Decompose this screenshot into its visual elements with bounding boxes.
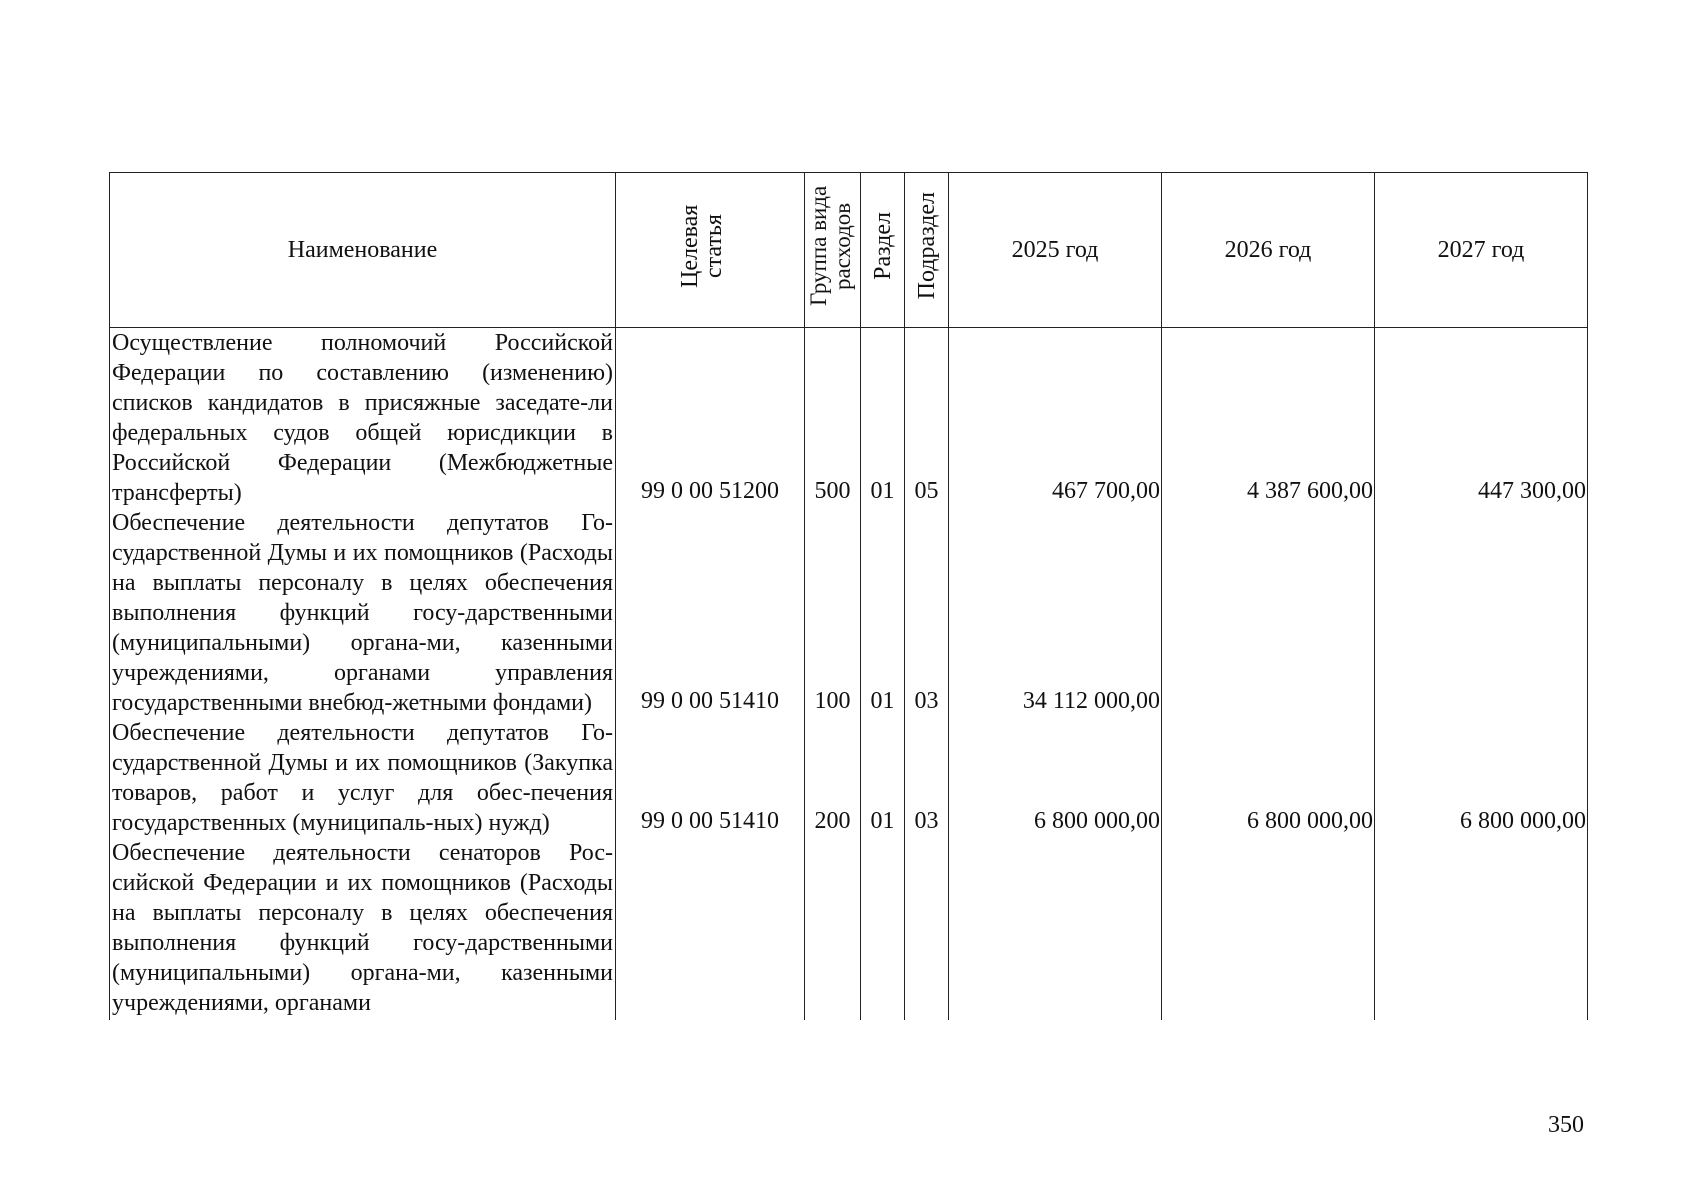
row-section: 01: [861, 508, 905, 718]
row-section: [861, 838, 905, 1020]
header-year-2026-label: 2026 год: [1224, 237, 1312, 263]
row-expense-group: 200: [805, 718, 861, 838]
table-row: [110, 328, 1588, 509]
row-section: 01: [861, 328, 905, 509]
header-name-label: Наименование: [287, 237, 438, 263]
row-target-article: [616, 838, 805, 1020]
row-expense-group: 100: [805, 508, 861, 718]
row-subsection: 05: [905, 328, 949, 509]
table-row: [110, 718, 1588, 838]
row-subsection: [905, 838, 949, 1020]
table-row: [110, 838, 1588, 1020]
row-target-article: 99 0 00 51410: [616, 508, 805, 718]
header-subsection: [905, 173, 949, 328]
row-amount-2026: 6 800 000,00: [1162, 718, 1375, 838]
header-year-2025: [949, 173, 1162, 328]
row-amount-2025: 6 800 000,00: [949, 718, 1162, 838]
row-name: Обеспечение деятельности депутатов Го-сударственной Думы и их помощников (Расходы на выплаты персоналу в целях обеспечения выполнения функций госу-дарственными (муниципальными) органа-ми, казенными учреждениями, органами управления государственными внебюд-жетными фондами): [110, 508, 616, 718]
row-subsection: 03: [905, 508, 949, 718]
header-name: [110, 173, 616, 328]
header-section: [861, 173, 905, 328]
header-target-article: [616, 173, 805, 328]
budget-table: [109, 172, 1588, 1020]
header-expense-group-label: Группа вида расходов: [805, 185, 855, 307]
header-target-article-label: Целевая статья: [677, 204, 727, 288]
row-amount-2027: [1375, 508, 1588, 718]
row-amount-2025: 467 700,00: [949, 328, 1162, 509]
row-expense-group: 500: [805, 328, 861, 509]
row-amount-2026: [1162, 838, 1375, 1020]
row-amount-2027: [1375, 838, 1588, 1020]
header-year-2027: [1375, 173, 1588, 328]
row-amount-2026: [1162, 508, 1375, 718]
table-row: [110, 508, 1588, 718]
page-number: 350: [1548, 1112, 1584, 1138]
header-section-label: Раздел: [869, 212, 896, 280]
row-name: Осуществление полномочий Российской Федерации по составлению (изменению) списков кандидатов в присяжные заседате-ли федеральных судов общей юрисдикции в Российской Федерации (Межбюджетные трансферты): [110, 328, 616, 509]
row-amount-2025: 34 112 000,00: [949, 508, 1162, 718]
row-subsection: 03: [905, 718, 949, 838]
row-amount-2025: [949, 838, 1162, 1020]
row-amount-2027: 447 300,00: [1375, 328, 1588, 509]
row-section: 01: [861, 718, 905, 838]
header-year-2027-label: 2027 год: [1437, 237, 1525, 263]
row-expense-group: [805, 838, 861, 1020]
header-year-2025-label: 2025 год: [1011, 237, 1099, 263]
row-name: Обеспечение деятельности сенаторов Рос-сийской Федерации и их помощников (Расходы на выплаты персоналу в целях обеспечения выполнения функций госу-дарственными (муниципальными) органа-ми, казенными учреждениями, органами: [110, 838, 616, 1020]
header-year-2026: [1162, 173, 1375, 328]
header-subsection-label: Подраздел: [913, 192, 940, 300]
row-name: Обеспечение деятельности депутатов Го-сударственной Думы и их помощников (Закупка товаров, работ и услуг для обес-печения государственных (муниципаль-ных) нужд): [110, 718, 616, 838]
row-amount-2026: 4 387 600,00: [1162, 328, 1375, 509]
header-expense-group: [805, 173, 861, 328]
row-target-article: 99 0 00 51200: [616, 328, 805, 509]
row-amount-2027: 6 800 000,00: [1375, 718, 1588, 838]
row-target-article: 99 0 00 51410: [616, 718, 805, 838]
table-header-row: [110, 173, 1588, 328]
